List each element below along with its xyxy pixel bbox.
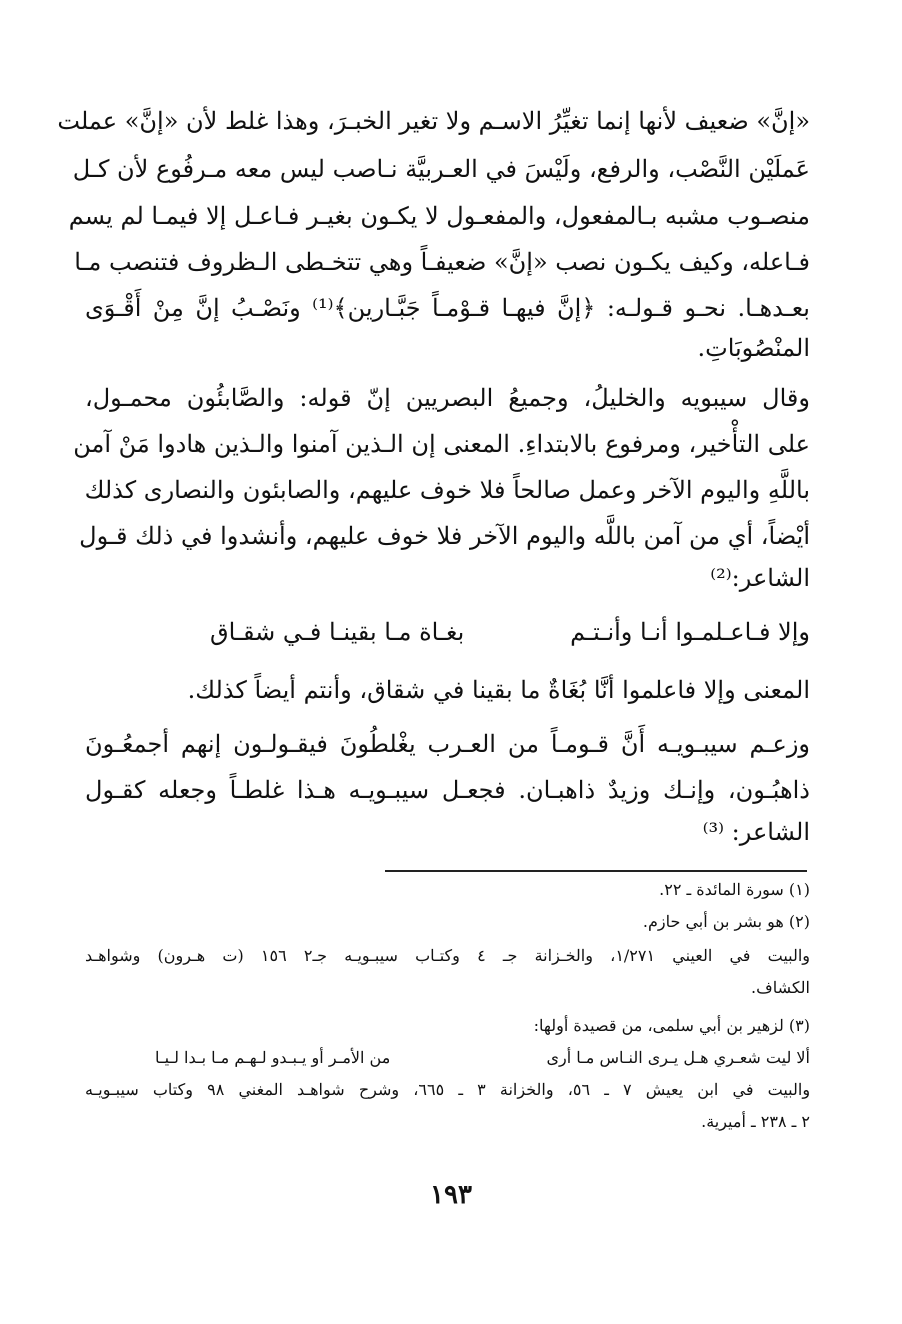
- body-line: الشاعر: ⁽³⁾: [702, 818, 810, 846]
- body-line: «إنَّ» ضعيف لأنها إنما تغيِّرُ الاسـم ولا تغير الخبـرَ، وهذا غلط لأن «إنَّ» عملت: [57, 107, 810, 135]
- verse-first-hemistich: وإلا فـاعـلمـوا أنـا وأنـتـم: [570, 618, 810, 646]
- footnote-3-line: والبيت في ابن يعيش ٧ ـ ٥٦، والخزانة ٣ ـ ٦٦٥، وشرح شواهـد المغني ٩٨ وكتاب سيبـويـه: [85, 1080, 811, 1099]
- footnote-2-line: الكشاف.: [751, 978, 810, 997]
- verse-second-hemistich: بغـاة مـا بقينـا فـي شقـاق: [210, 618, 465, 646]
- body-line: وقال سيبويه والخليلُ، وجميعُ البصريين إنّ قوله: والصَّابئُون محمـول،: [85, 384, 810, 412]
- footnote-3: (٣) لزهير بن أبي سلمى، من قصيدة أولها:: [533, 1016, 810, 1035]
- footnote-separator: [385, 870, 807, 872]
- footnote-2-line: والبيت في العيني ١/٢٧١، والخـزانة جـ ٤ وكتـاب سيبـويـه جـ٢ ١٥٦ (ت هـرون) وشواهـد: [85, 946, 811, 965]
- body-line: أيْضاً، أي من آمن باللَّه واليوم الآخر فلا خوف عليهم، وأنشدوا في ذلك قـول: [79, 522, 810, 550]
- body-line: ذاهبُـون، وإنـك وزيدٌ ذاهبـان. فجعـل سيبـويـه هـذا غلطـاً وجعله كقـول: [85, 776, 810, 804]
- footnote-3-line: ٢ ـ ٢٣٨ ـ أميرية.: [701, 1112, 810, 1131]
- body-line: المعنى وإلا فاعلموا أنَّا بُغَاةٌ ما بقينا في شقاق، وأنتم أيضاً كذلك.: [187, 676, 810, 704]
- footnote-verse-first: ألا ليت شعـري هـل يـرى النـاس مـا أرى: [546, 1048, 810, 1067]
- body-line: فـاعله، وكيف يكـون نصب «إنَّ» ضعيفـاً وهي تتخـطى الـظروف فتنصب مـا: [74, 248, 810, 276]
- body-line: المنْصُوبَاتِ.: [697, 334, 810, 362]
- page-number: ١٩٣: [430, 1180, 472, 1210]
- footnote-verse-second: من الأمـر أو يـبـدو لـهـم مـا بـدا لـيـا: [155, 1048, 391, 1067]
- body-line: بعـدهـا. نحـو قـولـه: ﴿إنَّ فيهـا قـوْمـاً جَبَّـارين﴾⁽¹⁾ ونَصْـبُ إنَّ مِنْ أَقْـوَى: [85, 294, 810, 322]
- body-line: الشاعر:⁽²⁾: [710, 564, 810, 592]
- body-line: وزعـم سيبـويـه أَنَّ قـومـاً من العـرب يغْلطُونَ فيقـولـون إنهم أجمعُـونَ: [85, 730, 810, 758]
- footnote-1: (١) سورة المائدة ـ ٢٢.: [659, 880, 810, 899]
- body-line: باللَّهِ واليوم الآخر وعمل صالحاً فلا خوف عليهم، والصابئون والنصارى كذلك: [84, 476, 810, 504]
- body-line: على التأْخير، ومرفوع بالابتداءِ. المعنى إن الـذين آمنوا والـذين هادوا مَنْ آمن: [73, 430, 810, 458]
- footnote-2: (٢) هو بشر بن أبي حازم.: [642, 912, 810, 931]
- body-line: منصـوب مشبه بـالمفعول، والمفعـول لا يكـون بغيـر فـاعـل إلا فيمـا لم يسم: [68, 202, 810, 230]
- body-line: عَملَيْن النَّصْب، والرفع، ولَيْسَ في العـربيَّة نـاصب ليس معه مـرفُوع لأن كـل: [72, 155, 810, 183]
